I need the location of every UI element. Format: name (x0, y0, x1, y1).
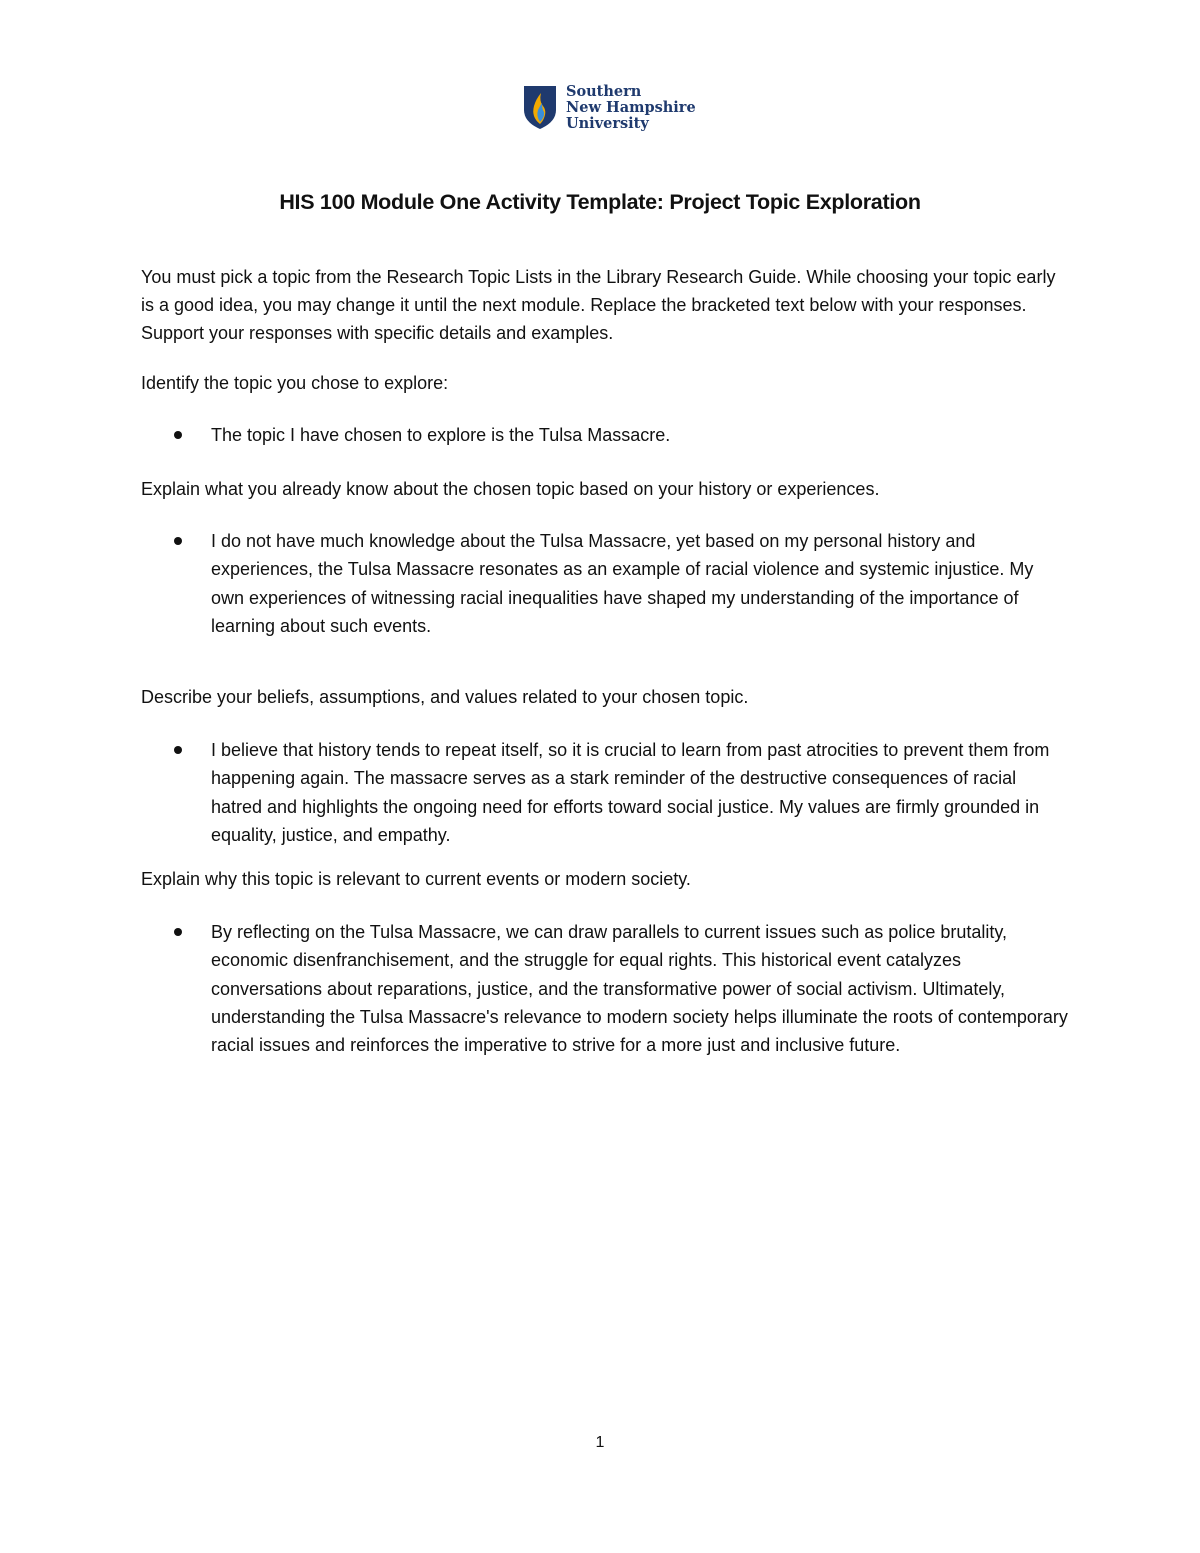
logo-line-3: University (566, 115, 649, 132)
logo-wordmark (566, 84, 696, 132)
bullet-icon (174, 431, 182, 439)
prompt-prior-knowledge: Explain what you already know about the chosen topic based on your history or experiences. (141, 479, 880, 499)
prompt-topic: Identify the topic you chose to explore: (141, 373, 449, 393)
page-number: 1 (595, 1434, 605, 1451)
bullet-icon (174, 746, 182, 754)
shield-flame-icon (522, 84, 558, 130)
logo-line-2: New Hampshire (566, 99, 696, 116)
answer-relevance: By reflecting on the Tulsa Massacre, we can draw parallels to current issues such as police brutality, economic disenfranchisement, and the struggle for equal rights. This historical event catalyzes conversations about reparations, justice, and the transformative power of social activism. Ultimately, understanding the Tulsa Massacre's relevance to modern society helps illuminate the roots of contemporary racial issues and reinforces the imperative to strive for a more just and inclusive future. (211, 922, 1068, 1056)
document-title: HIS 100 Module One Activity Template: Project Topic Exploration (279, 190, 921, 214)
university-logo (522, 84, 696, 132)
answer-beliefs: I believe that history tends to repeat itself, so it is crucial to learn from past atrocities to prevent them from happening again. The massacre serves as a stark reminder of the destructive consequences of racial hatred and highlights the ongoing need for efforts toward social justice. My values are firmly grounded in equality, justice, and empathy. (211, 740, 1050, 845)
prompt-relevance: Explain why this topic is relevant to current events or modern society. (141, 869, 691, 889)
answer-topic: The topic I have chosen to explore is the Tulsa Massacre. (211, 425, 671, 445)
answer-prior-knowledge: I do not have much knowledge about the Tulsa Massacre, yet based on my personal history and experiences, the Tulsa Massacre resonates as an example of racial violence and systemic injustice. My own experiences of witnessing racial inequalities have shaped my understanding of the importance of learning about such events. (211, 531, 1034, 636)
intro-paragraph: You must pick a topic from the Research Topic Lists in the Library Research Guide. While choosing your topic early is a good idea, you may change it until the next module. Replace the bracketed text below with your responses. Support your responses with specific details and examples. (141, 267, 1056, 343)
prompt-beliefs: Describe your beliefs, assumptions, and values related to your chosen topic. (141, 687, 749, 707)
bullet-icon (174, 537, 182, 545)
logo-line-1: Southern (566, 83, 642, 100)
bullet-icon (174, 928, 182, 936)
